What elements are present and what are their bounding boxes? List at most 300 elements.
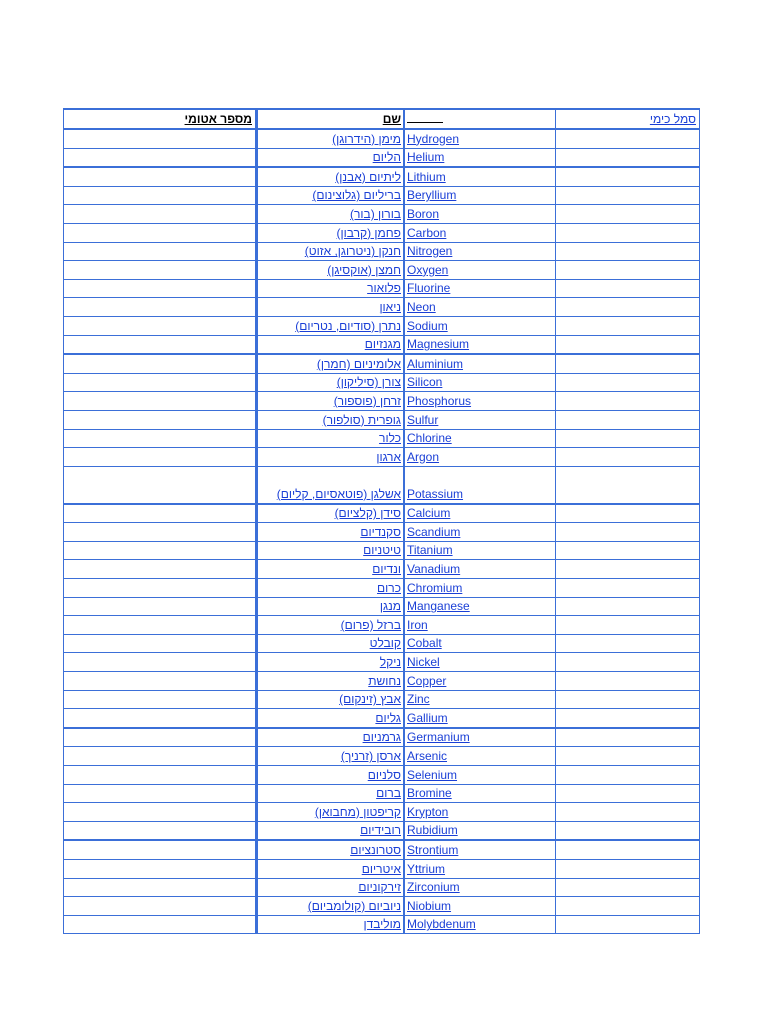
hebrew-name-link[interactable]: צורן (סיליקון) — [336, 375, 401, 390]
english-name-link[interactable]: Fluorine — [407, 281, 451, 296]
atomic-number-cell[interactable] — [64, 579, 257, 598]
english-name-cell — [404, 653, 556, 672]
hebrew-name-cell — [257, 373, 405, 392]
chemical-symbol-cell[interactable] — [556, 186, 700, 205]
chemical-symbol-cell[interactable] — [556, 167, 700, 186]
hebrew-name-link[interactable]: גליום — [375, 710, 401, 725]
atomic-number-cell[interactable] — [64, 597, 257, 616]
hebrew-name-link[interactable]: מנגן — [379, 599, 401, 614]
name-header: שם — [382, 112, 401, 126]
chemical-symbol-cell[interactable] — [556, 466, 700, 504]
atomic-number-cell[interactable] — [64, 784, 257, 803]
table-row — [64, 616, 700, 635]
chemical-symbol-cell[interactable] — [556, 747, 700, 766]
hebrew-name-cell — [257, 859, 405, 878]
atomic-number-cell[interactable] — [64, 448, 257, 467]
english-name-link[interactable]: Zirconium — [407, 880, 460, 895]
chemical-symbol-cell[interactable] — [556, 579, 700, 598]
atomic-number-cell[interactable] — [64, 878, 257, 897]
hebrew-name-link[interactable]: פלואור — [367, 281, 401, 296]
english-name-link[interactable]: Yttrium — [407, 861, 446, 876]
hebrew-name-cell — [257, 148, 405, 167]
hebrew-name-cell — [257, 672, 405, 691]
english-name-cell — [404, 167, 556, 186]
table-row — [64, 448, 700, 467]
table-row — [64, 316, 700, 335]
chemical-symbol-cell[interactable] — [556, 242, 700, 261]
table-row — [64, 560, 700, 579]
table-row — [64, 728, 700, 747]
english-name-link[interactable]: Rubidium — [407, 823, 458, 838]
atomic-number-header: מספר אטומי — [184, 112, 252, 126]
atomic-number-cell[interactable] — [64, 242, 257, 261]
hebrew-name-cell — [257, 897, 405, 916]
english-name-cell — [404, 373, 556, 392]
chemical-symbol-cell[interactable] — [556, 429, 700, 448]
english-name-link[interactable]: Vanadium — [407, 562, 461, 577]
atomic-number-cell[interactable] — [64, 205, 257, 224]
english-name-cell — [404, 205, 556, 224]
hebrew-name-cell — [257, 616, 405, 635]
chemical-symbol-cell[interactable] — [556, 803, 700, 822]
english-name-cell — [404, 747, 556, 766]
table-row — [64, 859, 700, 878]
hebrew-name-link[interactable]: קובלט — [369, 636, 401, 651]
english-name-link[interactable]: Hydrogen — [407, 131, 460, 146]
table-row — [64, 766, 700, 785]
atomic-number-cell[interactable] — [64, 653, 257, 672]
chemical-symbol-cell[interactable] — [556, 840, 700, 859]
english-name-link[interactable]: Zinc — [407, 692, 430, 707]
english-name-link[interactable]: Selenium — [407, 767, 458, 782]
english-name-cell — [404, 878, 556, 897]
atomic-number-cell[interactable] — [64, 354, 257, 373]
english-name-link[interactable]: Germanium — [407, 730, 470, 745]
english-name-link[interactable]: Sulfur — [407, 412, 439, 427]
hebrew-name-link[interactable]: ונדיום — [372, 562, 401, 577]
table-row — [64, 354, 700, 373]
hebrew-name-link[interactable]: בריליום (גלוצינום) — [312, 188, 401, 203]
atomic-number-cell[interactable] — [64, 504, 257, 523]
english-name-link[interactable]: Calcium — [407, 506, 451, 521]
hebrew-name-link[interactable]: רובידיום — [360, 823, 401, 838]
chemical-symbol-cell[interactable] — [556, 298, 700, 317]
hebrew-name-cell — [257, 129, 405, 148]
table-row — [64, 803, 700, 822]
hebrew-name-link[interactable]: אשלגן (פוטאסיום, קליום) — [276, 486, 401, 501]
table-row — [64, 897, 700, 916]
english-name-cell — [404, 410, 556, 429]
table-row — [64, 186, 700, 205]
atomic-number-cell[interactable] — [64, 560, 257, 579]
atomic-number-cell[interactable] — [64, 410, 257, 429]
atomic-number-cell[interactable] — [64, 279, 257, 298]
hebrew-name-cell — [257, 784, 405, 803]
hebrew-name-link[interactable]: ניקל — [379, 655, 401, 670]
chemical-symbol-cell[interactable] — [556, 859, 700, 878]
english-name-cell — [404, 915, 556, 934]
english-name-link[interactable]: Cobalt — [407, 636, 442, 651]
table-row — [64, 541, 700, 560]
chemical-symbol-cell[interactable] — [556, 261, 700, 280]
english-name-cell — [404, 766, 556, 785]
atomic-number-cell[interactable] — [64, 859, 257, 878]
atomic-number-cell[interactable] — [64, 634, 257, 653]
english-name-link[interactable]: Bromine — [407, 786, 452, 801]
atomic-number-cell[interactable] — [64, 261, 257, 280]
english-name-link[interactable]: Helium — [407, 150, 445, 165]
english-name-cell — [404, 186, 556, 205]
hebrew-name-cell — [257, 653, 405, 672]
english-name-cell — [404, 616, 556, 635]
hebrew-name-cell — [257, 504, 405, 523]
chemical-symbol-cell[interactable] — [556, 373, 700, 392]
english-name-link[interactable]: Niobium — [407, 898, 452, 913]
atomic-number-cell[interactable] — [64, 709, 257, 728]
table-row — [64, 747, 700, 766]
english-name-cell — [404, 298, 556, 317]
table-row — [64, 242, 700, 261]
table-row — [64, 205, 700, 224]
hebrew-name-link[interactable]: בורון (בור) — [350, 206, 401, 221]
hebrew-name-link[interactable]: נתרן (סודיום, נטריום) — [295, 318, 401, 333]
atomic-number-cell[interactable] — [64, 803, 257, 822]
elements-table — [63, 108, 700, 934]
hebrew-name-cell — [257, 579, 405, 598]
atomic-number-header-cell — [64, 109, 257, 129]
table-row — [64, 579, 700, 598]
english-name-cell — [404, 448, 556, 467]
hebrew-name-cell — [257, 803, 405, 822]
chemical-symbol-cell[interactable] — [556, 709, 700, 728]
english-name-cell — [404, 523, 556, 542]
table-row — [64, 167, 700, 186]
chemical-symbol-cell[interactable] — [556, 448, 700, 467]
atomic-number-cell[interactable] — [64, 616, 257, 635]
english-name-cell — [404, 392, 556, 411]
table-row — [64, 690, 700, 709]
hebrew-name-link[interactable]: פחמן (קרבון) — [336, 225, 401, 240]
chemical-symbol-cell[interactable] — [556, 354, 700, 373]
hebrew-name-link[interactable]: ניוביום (קולומביום) — [307, 898, 401, 913]
hebrew-name-link[interactable]: מימן (הידרוגן) — [332, 131, 401, 146]
table-row — [64, 298, 700, 317]
hebrew-name-link[interactable]: הליום — [372, 150, 401, 165]
atomic-number-cell[interactable] — [64, 690, 257, 709]
english-name-link[interactable]: Magnesium — [407, 337, 470, 352]
atomic-number-cell[interactable] — [64, 167, 257, 186]
english-name-cell — [404, 784, 556, 803]
hebrew-name-link[interactable]: אבץ (זינקום) — [339, 692, 401, 707]
table-row — [64, 597, 700, 616]
english-name-link[interactable]: Phosphorus — [407, 393, 472, 408]
chemical-symbol-cell[interactable] — [556, 728, 700, 747]
english-name-cell — [404, 316, 556, 335]
english-name-link[interactable]: Carbon — [407, 225, 447, 240]
english-name-cell — [404, 466, 556, 504]
chemical-symbol-cell[interactable] — [556, 878, 700, 897]
english-name-link[interactable]: Aluminium — [407, 356, 464, 371]
english-name-link[interactable]: Oxygen — [407, 262, 449, 277]
hebrew-name-link[interactable]: מגנזיום — [364, 337, 401, 352]
table-row — [64, 373, 700, 392]
hebrew-name-cell — [257, 597, 405, 616]
table-row — [64, 335, 700, 354]
hebrew-name-link[interactable]: ניאון — [379, 299, 401, 314]
english-name-link[interactable]: Nitrogen — [407, 244, 453, 259]
table-row — [64, 410, 700, 429]
atomic-number-cell[interactable] — [64, 821, 257, 840]
hebrew-name-cell — [257, 709, 405, 728]
english-name-link[interactable]: Beryllium — [407, 188, 457, 203]
chemical-symbol-cell[interactable] — [556, 897, 700, 916]
chemical-symbol-cell[interactable] — [556, 915, 700, 934]
english-name-cell — [404, 541, 556, 560]
atomic-number-cell[interactable] — [64, 840, 257, 859]
table-row — [64, 523, 700, 542]
chemical-symbol-cell[interactable] — [556, 279, 700, 298]
english-name-cell — [404, 279, 556, 298]
hebrew-name-cell — [257, 541, 405, 560]
hebrew-name-cell — [257, 523, 405, 542]
hebrew-name-link[interactable]: סידן (קלציום) — [334, 506, 401, 521]
hebrew-name-cell — [257, 840, 405, 859]
hebrew-name-link[interactable]: סלניום — [367, 767, 401, 782]
chemical-symbol-cell[interactable] — [556, 316, 700, 335]
chemical-symbol-cell[interactable] — [556, 392, 700, 411]
english-name-cell — [404, 690, 556, 709]
hebrew-name-link[interactable]: כלור — [379, 431, 401, 446]
hebrew-name-link[interactable]: ארגון — [376, 449, 401, 464]
english-name-link[interactable]: Strontium — [407, 842, 459, 857]
hebrew-name-link[interactable]: חנקן (ניטרוגן, אזוט) — [304, 244, 401, 259]
table-row — [64, 821, 700, 840]
chemical-symbol-cell[interactable] — [556, 560, 700, 579]
english-name-link[interactable]: Arsenic — [407, 749, 448, 763]
hebrew-name-link[interactable]: סקנדיום — [360, 524, 401, 539]
table-row — [64, 709, 700, 728]
english-name-link[interactable]: Copper — [407, 673, 447, 688]
atomic-number-cell[interactable] — [64, 316, 257, 335]
atomic-number-cell[interactable] — [64, 523, 257, 542]
english-name-cell — [404, 840, 556, 859]
hebrew-name-link[interactable]: גופרית (סולפור) — [322, 412, 401, 427]
hebrew-name-link[interactable]: איטריום — [361, 861, 401, 876]
chemical-symbol-cell[interactable] — [556, 541, 700, 560]
hebrew-name-cell — [257, 223, 405, 242]
symbol-header-cell — [556, 109, 700, 129]
hebrew-name-cell — [257, 466, 405, 504]
chemical-symbol-cell[interactable] — [556, 205, 700, 224]
hebrew-name-cell — [257, 747, 405, 766]
english-name-link[interactable]: Chromium — [407, 580, 463, 595]
english-name-link[interactable]: Iron — [407, 617, 428, 632]
chemical-symbol-cell[interactable] — [556, 634, 700, 653]
atomic-number-cell[interactable] — [64, 897, 257, 916]
chemical-symbol-cell[interactable] — [556, 410, 700, 429]
hebrew-name-cell — [257, 205, 405, 224]
english-name-link[interactable]: Krypton — [407, 804, 449, 819]
english-name-link[interactable]: Manganese — [407, 599, 470, 614]
hebrew-name-link[interactable]: ברום — [376, 786, 401, 801]
english-name-link[interactable]: Silicon — [407, 375, 443, 390]
hebrew-name-link[interactable]: קריפטון (מחבואן) — [314, 804, 401, 819]
english-name-cell — [404, 672, 556, 691]
table-row — [64, 878, 700, 897]
hebrew-name-link[interactable]: ברזל (פרום) — [340, 617, 401, 632]
atomic-number-cell[interactable] — [64, 129, 257, 148]
hebrew-name-cell — [257, 448, 405, 467]
english-name-link[interactable]: Sodium — [407, 318, 448, 333]
table-row — [64, 129, 700, 148]
english-name-link[interactable]: Chlorine — [407, 431, 452, 446]
english-name-link[interactable]: Potassium — [407, 486, 464, 501]
hebrew-name-cell — [257, 728, 405, 747]
atomic-number-cell[interactable] — [64, 541, 257, 560]
table-row — [64, 261, 700, 280]
hebrew-name-cell — [257, 766, 405, 785]
table-row — [64, 148, 700, 167]
hebrew-name-cell — [257, 915, 405, 934]
english-name-link[interactable]: Scandium — [407, 524, 461, 539]
english-name-link[interactable]: Neon — [407, 299, 436, 314]
hebrew-name-link[interactable]: חמצן (אוקסיגן) — [327, 262, 401, 277]
english-name-cell — [404, 335, 556, 354]
chemical-symbol-cell[interactable] — [556, 653, 700, 672]
hebrew-name-cell — [257, 560, 405, 579]
hebrew-name-link[interactable]: סטרונציום — [350, 842, 401, 857]
atomic-number-cell[interactable] — [64, 747, 257, 766]
english-name-cell — [404, 261, 556, 280]
table-row — [64, 672, 700, 691]
hebrew-name-cell — [257, 167, 405, 186]
symbol-header-link[interactable]: סמל כימי — [649, 112, 696, 126]
hebrew-name-cell — [257, 878, 405, 897]
atomic-number-cell[interactable] — [64, 392, 257, 411]
hebrew-name-cell — [257, 298, 405, 317]
hebrew-name-link[interactable]: זירקוניום — [358, 880, 401, 895]
hebrew-name-cell — [257, 261, 405, 280]
hebrew-name-cell — [257, 634, 405, 653]
chemical-symbol-cell[interactable] — [556, 523, 700, 542]
hebrew-name-link[interactable]: טיטניום — [363, 543, 401, 558]
table-row — [64, 223, 700, 242]
atomic-number-cell[interactable] — [64, 728, 257, 747]
english-name-link[interactable]: Gallium — [407, 710, 448, 725]
chemical-symbol-cell[interactable] — [556, 223, 700, 242]
hebrew-name-cell — [257, 429, 405, 448]
english-name-cell — [404, 560, 556, 579]
atomic-number-cell[interactable] — [64, 186, 257, 205]
english-name-link[interactable]: Nickel — [407, 655, 440, 670]
name-header-cell — [257, 109, 405, 129]
blank-underline — [407, 111, 443, 123]
english-name-cell — [404, 223, 556, 242]
chemical-symbol-cell[interactable] — [556, 821, 700, 840]
english-name-cell — [404, 242, 556, 261]
atomic-number-cell[interactable] — [64, 672, 257, 691]
hebrew-name-link[interactable]: כרום — [377, 580, 401, 595]
english-name-link[interactable]: Boron — [407, 206, 440, 221]
english-name-link[interactable]: Lithium — [407, 169, 446, 184]
elements-sheet — [63, 108, 697, 934]
table-row — [64, 392, 700, 411]
table-row — [64, 429, 700, 448]
atomic-number-cell[interactable] — [64, 766, 257, 785]
table-row — [64, 634, 700, 653]
header-row — [64, 109, 700, 129]
atomic-number-cell[interactable] — [64, 373, 257, 392]
english-name-cell — [404, 129, 556, 148]
chemical-symbol-cell[interactable] — [556, 690, 700, 709]
hebrew-name-link[interactable]: זרחן (פוספור) — [333, 393, 401, 408]
hebrew-name-cell — [257, 316, 405, 335]
atomic-number-cell[interactable] — [64, 335, 257, 354]
english-name-cell — [404, 148, 556, 167]
chemical-symbol-cell[interactable] — [556, 335, 700, 354]
english-name-cell — [404, 579, 556, 598]
english-name-cell — [404, 728, 556, 747]
chemical-symbol-cell[interactable] — [556, 129, 700, 148]
chemical-symbol-cell[interactable] — [556, 672, 700, 691]
hebrew-name-link[interactable]: נחושת — [368, 673, 401, 688]
hebrew-name-link[interactable]: ליתיום (אבנן) — [335, 169, 401, 184]
hebrew-name-cell — [257, 690, 405, 709]
hebrew-name-cell — [257, 354, 405, 373]
hebrew-name-cell — [257, 242, 405, 261]
chemical-symbol-cell[interactable] — [556, 784, 700, 803]
english-name-cell — [404, 504, 556, 523]
chemical-symbol-cell[interactable] — [556, 597, 700, 616]
hebrew-name-cell — [257, 392, 405, 411]
hebrew-name-link[interactable]: מוליבדן — [363, 917, 401, 932]
hebrew-name-cell — [257, 821, 405, 840]
english-name-cell — [404, 354, 556, 373]
chemical-symbol-cell[interactable] — [556, 616, 700, 635]
hebrew-name-link[interactable]: ארסן (זרניך) — [340, 749, 401, 763]
english-name-cell — [404, 634, 556, 653]
table-row — [64, 915, 700, 934]
english-name-link[interactable]: Molybdenum — [407, 917, 476, 932]
table-row — [64, 504, 700, 523]
hebrew-name-link[interactable]: אלומיניום (חמרן) — [316, 356, 401, 371]
english-name-cell — [404, 597, 556, 616]
hebrew-name-link[interactable]: גרמניום — [362, 730, 401, 745]
english-name-cell — [404, 897, 556, 916]
english-name-cell — [404, 821, 556, 840]
english-name-link[interactable]: Titanium — [407, 543, 453, 558]
english-name-cell — [404, 803, 556, 822]
atomic-number-cell[interactable] — [64, 223, 257, 242]
table-row — [64, 840, 700, 859]
table-row — [64, 653, 700, 672]
atomic-number-cell[interactable] — [64, 915, 257, 934]
english-name-link[interactable]: Argon — [407, 449, 440, 464]
name-header-blank-cell — [404, 109, 556, 129]
chemical-symbol-cell[interactable] — [556, 504, 700, 523]
table-row — [64, 279, 700, 298]
atomic-number-cell[interactable] — [64, 466, 257, 504]
table-row — [64, 784, 700, 803]
chemical-symbol-cell[interactable] — [556, 148, 700, 167]
atomic-number-cell[interactable] — [64, 298, 257, 317]
chemical-symbol-cell[interactable] — [556, 766, 700, 785]
atomic-number-cell[interactable] — [64, 429, 257, 448]
hebrew-name-cell — [257, 186, 405, 205]
english-name-cell — [404, 709, 556, 728]
atomic-number-cell[interactable] — [64, 148, 257, 167]
english-name-cell — [404, 429, 556, 448]
